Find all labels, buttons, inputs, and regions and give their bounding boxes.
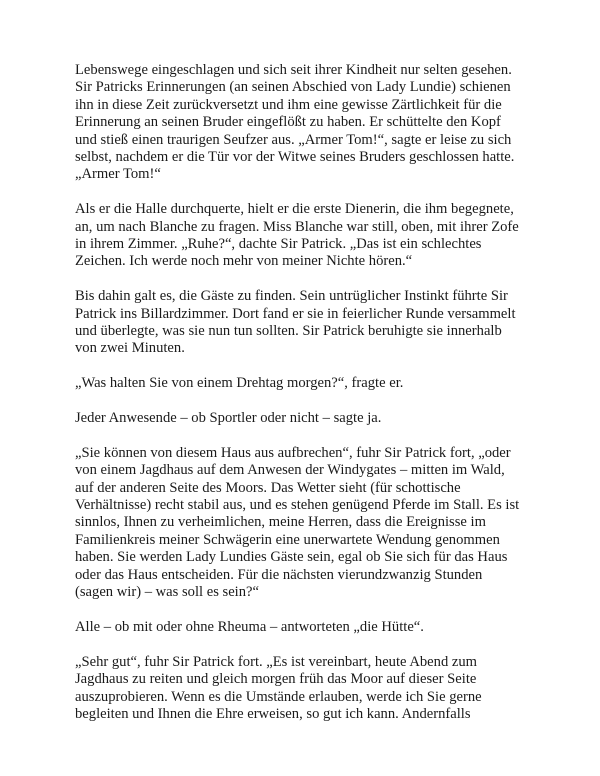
text-line: „Was halten Sie von einem Drehtag morgen?“, fragte er. <box>75 375 404 392</box>
text-line: auszuprobieren. Wenn es die Umstände erlauben, werde ich Sie gerne <box>75 688 482 705</box>
text-line: Als er die Halle durchquerte, hielt er die erste Dienerin, die ihm begegnete, <box>75 201 514 218</box>
text-line: Patrick ins Billardzimmer. Dort fand er sie in feierlicher Runde versammelt <box>75 305 516 322</box>
paragraph <box>75 62 545 184</box>
text-line: von einem Jagdhaus auf dem Anwesen der Windygates – mitten im Wald, <box>75 462 505 479</box>
paragraph <box>75 375 545 392</box>
text-line: begleiten und Ihnen die Ehre erweisen, so gut ich kann. Andernfalls <box>75 705 471 722</box>
paragraph <box>75 619 545 636</box>
text-line: Alle – ob mit oder ohne Rheuma – antworteten „die Hütte“. <box>75 618 424 635</box>
text-line: auf der anderen Seite des Moors. Das Wetter sieht (für schottische <box>75 479 461 496</box>
text-line: Sir Patricks Erinnerungen (an seinen Abschied von Lady Lundie) schienen <box>75 79 511 96</box>
text-line: an, um nach Blanche zu fragen. Miss Blanche war still, oben, mit ihrer Zofe <box>75 218 519 235</box>
paragraph <box>75 288 545 358</box>
text-line: Familienkreis meiner Schwägerin eine unerwartete Wendung genommen <box>75 531 500 548</box>
paragraph <box>75 654 545 724</box>
text-line: von zwei Minuten. <box>75 340 185 357</box>
text-line: Verhältnisse) recht stabil aus, und es stehen genügend Pferde im Stall. Es ist <box>75 497 520 514</box>
text-line: Lebenswege eingeschlagen und sich seit ihrer Kindheit nur selten gesehen. <box>75 62 512 78</box>
text-line: Jagdhaus zu reiten und gleich morgen früh das Moor auf dieser Seite <box>75 671 477 688</box>
text-line: Zeichen. Ich werde noch mehr von meiner Nichte hören.“ <box>75 253 413 270</box>
text-line: oder das Haus entscheiden. Für die nächsten vierundzwanzig Stunden <box>75 566 483 583</box>
text-line: und stieß einen traurigen Seufzer aus. „Armer Tom!“, sagte er leise zu sich <box>75 131 512 148</box>
paragraph <box>75 410 545 427</box>
text-line: „Armer Tom!“ <box>75 166 161 183</box>
text-line: Bis dahin galt es, die Gäste zu finden. Sein untrüglicher Instinkt führte Sir <box>75 288 508 305</box>
text-line: „Sie können von diesem Haus aus aufbrechen“, fuhr Sir Patrick fort, „oder <box>75 444 511 461</box>
text-line: Jeder Anwesende – ob Sportler oder nicht – sagte ja. <box>75 410 382 427</box>
text-line: haben. Sie werden Lady Lundies Gäste sein, egal ob Sie sich für das Haus <box>75 549 508 566</box>
body-text <box>75 62 545 741</box>
text-line: und überlegte, was sie nun tun sollten. Sir Patrick beruhigte sie innerhalb <box>75 323 502 340</box>
text-line: Erinnerung an seinen Bruder eingeflößt zu haben. Er schüttelte den Kopf <box>75 114 501 131</box>
paragraph <box>75 445 545 602</box>
text-line: selbst, nachdem er die Tür vor der Witwe seines Bruders geschlossen hatte. <box>75 149 515 166</box>
text-line: ihn in diese Zeit zurückversetzt und ihm eine gewisse Zärtlichkeit für die <box>75 96 502 113</box>
paragraph <box>75 201 545 271</box>
text-line: sinnlos, Ihnen zu verheimlichen, meine Herren, dass die Ereignisse im <box>75 514 486 531</box>
text-line: (sagen wir) – was soll es sein?“ <box>75 584 259 601</box>
text-line: „Sehr gut“, fuhr Sir Patrick fort. „Es ist vereinbart, heute Abend zum <box>75 653 478 670</box>
text-line: in ihrem Zimmer. „Ruhe?“, dachte Sir Patrick. „Das ist ein schlechtes <box>75 236 482 253</box>
